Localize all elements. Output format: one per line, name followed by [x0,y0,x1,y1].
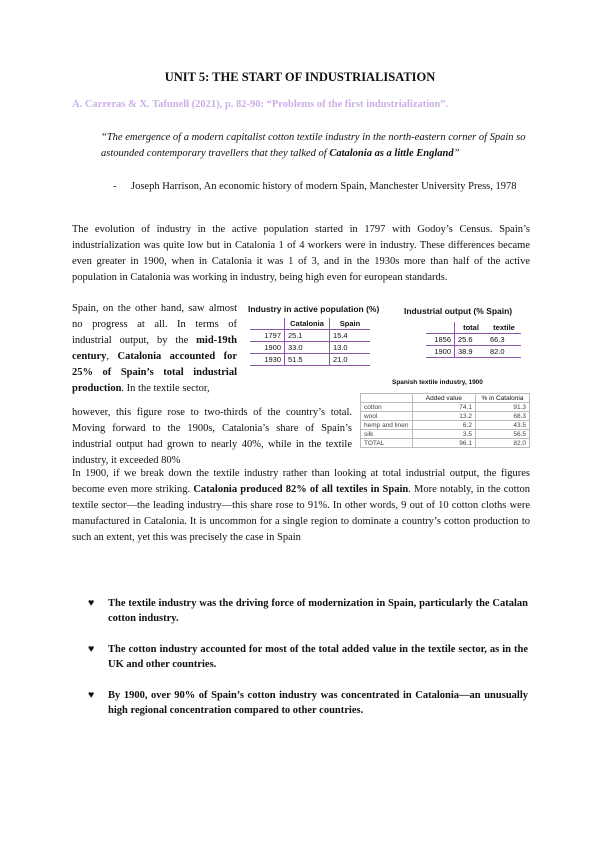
table-row [426,334,521,346]
table-row [250,342,370,354]
attribution-text: Joseph Harrison, An economic history of modern Spain, Manchester University Press, 1978 [131,181,517,192]
table1-header-spain: Spain [330,318,371,330]
p2-c: , [106,351,118,362]
table-row [250,330,370,342]
heart-bullet-icon: ♥ [88,598,95,609]
table-cell: 1797 [250,330,285,342]
table-cell: 1900 [250,342,285,354]
paragraph-evolution: The evolution of industry in the active population started in 1797 with Godoy’s Census. Spain’s industrialization was quite low but in Catalonia 1 of 4 workers were in industry. These differences became even greater in 1900, when in Catalonia it was 1 of 3, and in the 1930s more than half of the active population in Catalonia was working in industry, being high even for european standards. [72,224,530,283]
quote-close: ” [453,148,460,159]
table-cell: 43.5 [475,421,529,430]
table-cell: 13.0 [330,342,371,354]
table-cell: 74.1 [412,403,475,412]
table-row [361,412,530,421]
table-cell: 38.9 [455,346,488,358]
summary-bullets [88,596,528,734]
table-cell: 56.5 [475,430,529,439]
table-cell: 6.2 [412,421,475,430]
table-row [361,403,530,412]
table1-header-catalonia: Catalonia [285,318,330,330]
p3-a: In 1900, if we break down the textile industry rather than looking at total industrial output, the figures become even more striking. [72,468,530,495]
table-cell: 96.1 [412,439,475,448]
table3-header-added-value: Added value [412,394,475,403]
heart-bullet-icon: ♥ [88,690,95,701]
table-cell: cotton [361,403,413,412]
heart-bullet-icon: ♥ [88,644,95,655]
table-cell: 25.6 [455,334,488,346]
table-cell: hemp and linen [361,421,413,430]
p2-a: Spain, on the other hand, saw almost no progress at all. In terms of industrial output, by the [72,303,237,346]
table-cell: 82.0 [487,346,521,358]
table-header-row [250,318,370,330]
table-active-population [248,304,398,366]
table3-header-catalonia: % in Catalonia [475,394,529,403]
table-cell: 1930 [250,354,285,366]
list-item [88,688,528,718]
p2-e: . In the textile sector, [121,383,210,394]
table-row [361,439,530,448]
table-cell: 21.0 [330,354,371,366]
page-title: UNIT 5: THE START OF INDUSTRIALISATION [164,70,436,84]
table-row [426,346,521,358]
paragraph-spain [72,301,237,397]
table-cell: 1856 [426,334,455,346]
bullet-text: The textile industry was the driving force of modernization in Spain, particularly the Catalan cotton industry. [108,598,528,624]
table2-header-textile: textile [487,322,521,334]
table1-caption: Industry in active population (%) [248,304,380,314]
table3-header-blank [361,394,413,403]
quote-block [101,130,531,162]
table1-header-blank [250,318,285,330]
table-header-row [361,394,530,403]
quote-text: “The emergence of a modern capitalist cotton textile industry in the north-eastern corner of Spain so astounded contemporary travellers that they talked of [101,132,526,159]
p3-c: . More notably, in the cotton textile sector—the leading industry—this share rose to 91%. In other words, 9 out of 10 cotton cloths were manufactured in Catalonia. It is uncommon for a single region to dominate a country’s cotton production to such an extent, yet this was precisely the case in Spain [72,484,530,543]
table2-header-total: total [455,322,488,334]
p2-b: mid-19th century [72,335,237,362]
table-cell: 66.3 [487,334,521,346]
quote-emphasis: Catalonia as a little England [329,148,454,159]
table-header-row [426,322,521,334]
table-cell: silk [361,430,413,439]
bullet-text: By 1900, over 90% of Spain’s cotton industry was concentrated in Catalonia—an unusually high regional concentration compared to other countries. [108,690,528,716]
table-cell: 25.1 [285,330,330,342]
quote-attribution [113,179,531,195]
table-cell: 51.5 [285,354,330,366]
attribution-dash: - [113,181,117,192]
list-item [88,642,528,672]
table-row [361,430,530,439]
source-reference: A. Carreras & X. Tafunell (2021), p. 82-90: “Problems of the first industrialization”. [72,99,449,110]
table-spanish-textile [360,379,530,448]
table-cell: 3.5 [412,430,475,439]
table2-header-blank [426,322,455,334]
table-row [250,354,370,366]
table-row [361,421,530,430]
table-cell: 82.0 [475,439,529,448]
paragraph-textile-breakdown [72,466,530,546]
table-cell: 91.3 [475,403,529,412]
table-cell: TOTAL [361,439,413,448]
table-cell: 33.0 [285,342,330,354]
table-cell: 13.2 [412,412,475,421]
bullet-text: The cotton industry accounted for most of the total added value in the textile sector, as in the UK and other countries. [108,644,528,670]
table2-caption: Industrial output (% Spain) [404,306,513,316]
table-cell: 15.4 [330,330,371,342]
table-cell: 1900 [426,346,455,358]
paragraph-spain-continued: however, this figure rose to two-thirds of the country’s total. Moving forward to the 1900s, Catalonia’s share of Spain’s industrial output had grown to nearly 40%, while in the textile industry, it exceeded 80% [72,407,352,466]
p3-b: Catalonia produced 82% of all textiles in Spain [193,484,409,495]
table3-caption: Spanish textile industry, 1900 [392,379,483,386]
table-industrial-output [404,306,534,358]
list-item [88,596,528,626]
table-cell: wool [361,412,413,421]
table-cell: 68.3 [475,412,529,421]
p2-d: Catalonia accounted for 25% of Spain’s total industrial production [72,351,237,394]
